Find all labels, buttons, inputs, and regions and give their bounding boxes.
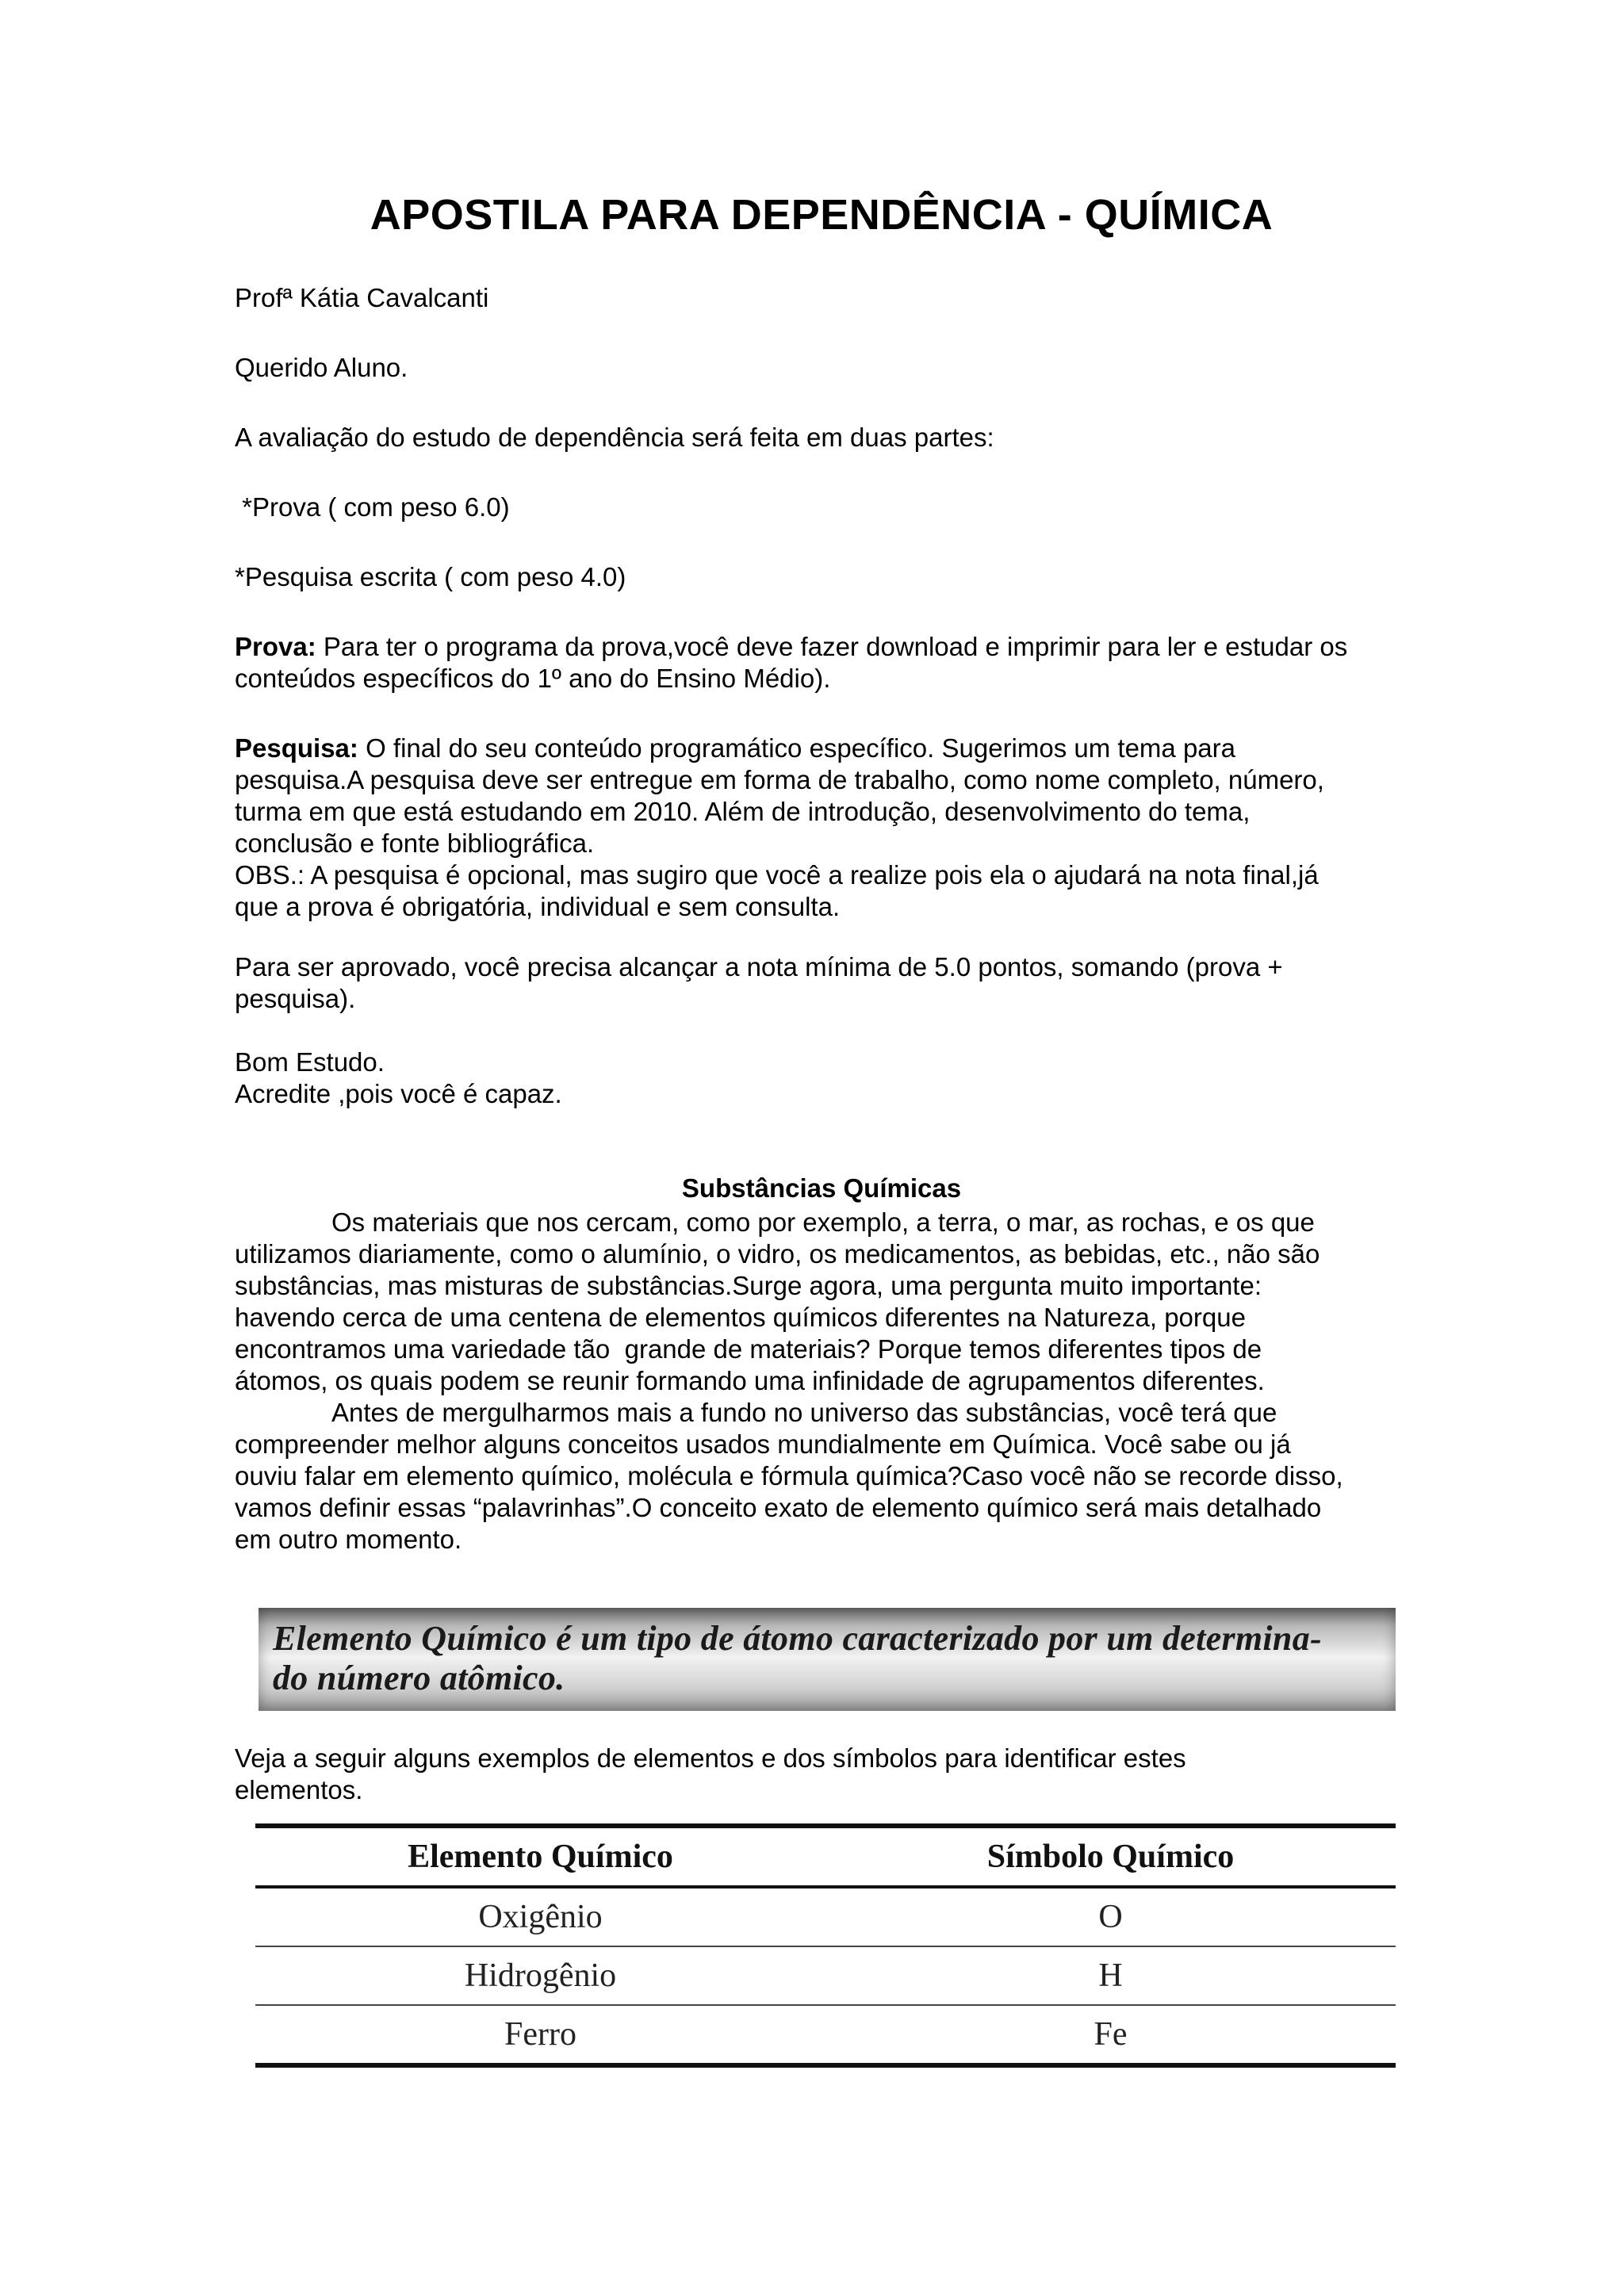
examples-line-1: Veja a seguir alguns exemplos de elementos e dos símbolos para identificar estes	[235, 1743, 1186, 1773]
obs-line-2: que a prova é obrigatória, individual e sem consulta.	[235, 892, 841, 921]
column-header-symbol: Símbolo Químico	[986, 1839, 1235, 1875]
document-page	[235, 0, 1408, 2296]
definition-line-1: Elemento Químico é um tipo de átomo caracterizado por um determina-	[273, 1619, 1322, 1658]
table-header-row	[255, 1828, 1396, 1885]
para1-line-2: utilizamos diariamente, como o alumínio, o vidro, os medicamentos, as bebidas, etc., não são	[235, 1239, 1320, 1269]
acredite-line: Acredite ,pois você é capaz.	[235, 1079, 562, 1108]
pesquisa-label: Pesquisa:	[235, 733, 358, 763]
para1-line-1: Os materiais que nos cercam, como por exemplo, a terra, o mar, as rochas, e os que	[331, 1207, 1315, 1237]
substances-paragraph-2	[235, 1397, 1408, 1556]
para1-line-3: substâncias, mas misturas de substâncias.Surge agora, uma pergunta muito importante:	[235, 1271, 1262, 1300]
section-title: Substâncias Químicas	[681, 1173, 962, 1203]
table-row	[255, 2006, 1396, 2063]
approval-line-1: Para ser aprovado, você precisa alcançar a nota mínima de 5.0 pontos, somando (prova +	[235, 952, 1283, 982]
para2-line-4: vamos definir essas “palavrinhas”.O conceito exato de elemento químico será mais detalhado	[235, 1493, 1322, 1522]
definition-banner	[259, 1608, 1396, 1711]
substances-paragraph-1	[235, 1207, 1408, 1397]
obs-line-1: OBS.: A pesquisa é opcional, mas sugiro que você a realize pois ela o ajudará na nota final,já	[235, 860, 1319, 890]
para1-line-6: átomos, os quais podem se reunir formando uma infinidade de agrupamentos diferentes.	[235, 1366, 1265, 1395]
approval-paragraph	[235, 951, 1408, 1015]
para1-line-5: encontramos uma variedade tão grande de materiais? Porque temos diferentes tipos de	[235, 1334, 1262, 1364]
pesquisa-text-line-2: pesquisa.A pesquisa deve ser entregue em forma de trabalho, como nome completo, número,	[235, 765, 1324, 794]
prova-text-line-1: Para ter o programa da prova,você deve fazer download e imprimir para ler e estudar os	[316, 632, 1348, 661]
table-bottom-rule	[255, 2063, 1396, 2068]
column-header-element: Elemento Químico	[408, 1839, 673, 1875]
definition-text	[273, 1619, 1383, 1698]
approval-line-2: pesquisa).	[235, 984, 356, 1013]
document-title: APOSTILA PARA DEPENDÊNCIA - QUÍMICA	[370, 191, 1274, 239]
intro-line: A avaliação do estudo de dependência será feita em duas partes:	[235, 423, 994, 452]
table-row	[255, 1888, 1396, 1946]
symbol-cell: H	[1098, 1957, 1123, 1994]
para2-line-5: em outro momento.	[235, 1525, 462, 1554]
prova-weight-item: *Prova ( com peso 6.0)	[235, 492, 510, 522]
pesquisa-text-line-1: O final do seu conteúdo programático específico. Sugerimos um tema para	[358, 733, 1235, 763]
element-cell: Hidrogênio	[464, 1957, 617, 1994]
definition-line-2: do número atômico.	[273, 1659, 565, 1697]
closing-paragraph	[235, 1047, 1408, 1110]
table-row	[255, 1947, 1396, 2004]
elements-table	[255, 1823, 1396, 2068]
prova-paragraph	[235, 631, 1408, 695]
symbol-cell: O	[1098, 1899, 1123, 1935]
examples-line-2: elementos.	[235, 1775, 363, 1804]
pesquisa-text-line-4: conclusão e fonte bibliográfica.	[235, 828, 595, 858]
greeting-line: Querido Aluno.	[235, 353, 408, 382]
para1-line-4: havendo cerca de uma centena de elementos químicos diferentes na Natureza, porque	[235, 1303, 1246, 1332]
pesquisa-paragraph	[235, 733, 1408, 923]
symbol-cell: Fe	[1094, 2016, 1128, 2053]
element-cell: Oxigênio	[478, 1899, 603, 1935]
prova-text-line-2: conteúdos específicos do 1º ano do Ensino Médio).	[235, 664, 831, 693]
bom-estudo-line: Bom Estudo.	[235, 1047, 385, 1077]
element-cell: Ferro	[504, 2016, 576, 2053]
examples-intro	[235, 1743, 1408, 1806]
prova-label: Prova:	[235, 632, 316, 661]
pesquisa-weight-item: *Pesquisa escrita ( com peso 4.0)	[235, 562, 626, 591]
para2-line-2: compreender melhor alguns conceitos usados mundialmente em Química. Você sabe ou já	[235, 1429, 1291, 1459]
para2-line-3: ouviu falar em elemento químico, molécula e fórmula química?Caso você não se recorde disso,	[235, 1461, 1343, 1490]
author-line: Profª Kátia Cavalcanti	[235, 283, 489, 312]
para2-line-1: Antes de mergulharmos mais a fundo no universo das substâncias, você terá que	[331, 1398, 1277, 1427]
pesquisa-text-line-3: turma em que está estudando em 2010. Além de introdução, desenvolvimento do tema,	[235, 797, 1251, 826]
